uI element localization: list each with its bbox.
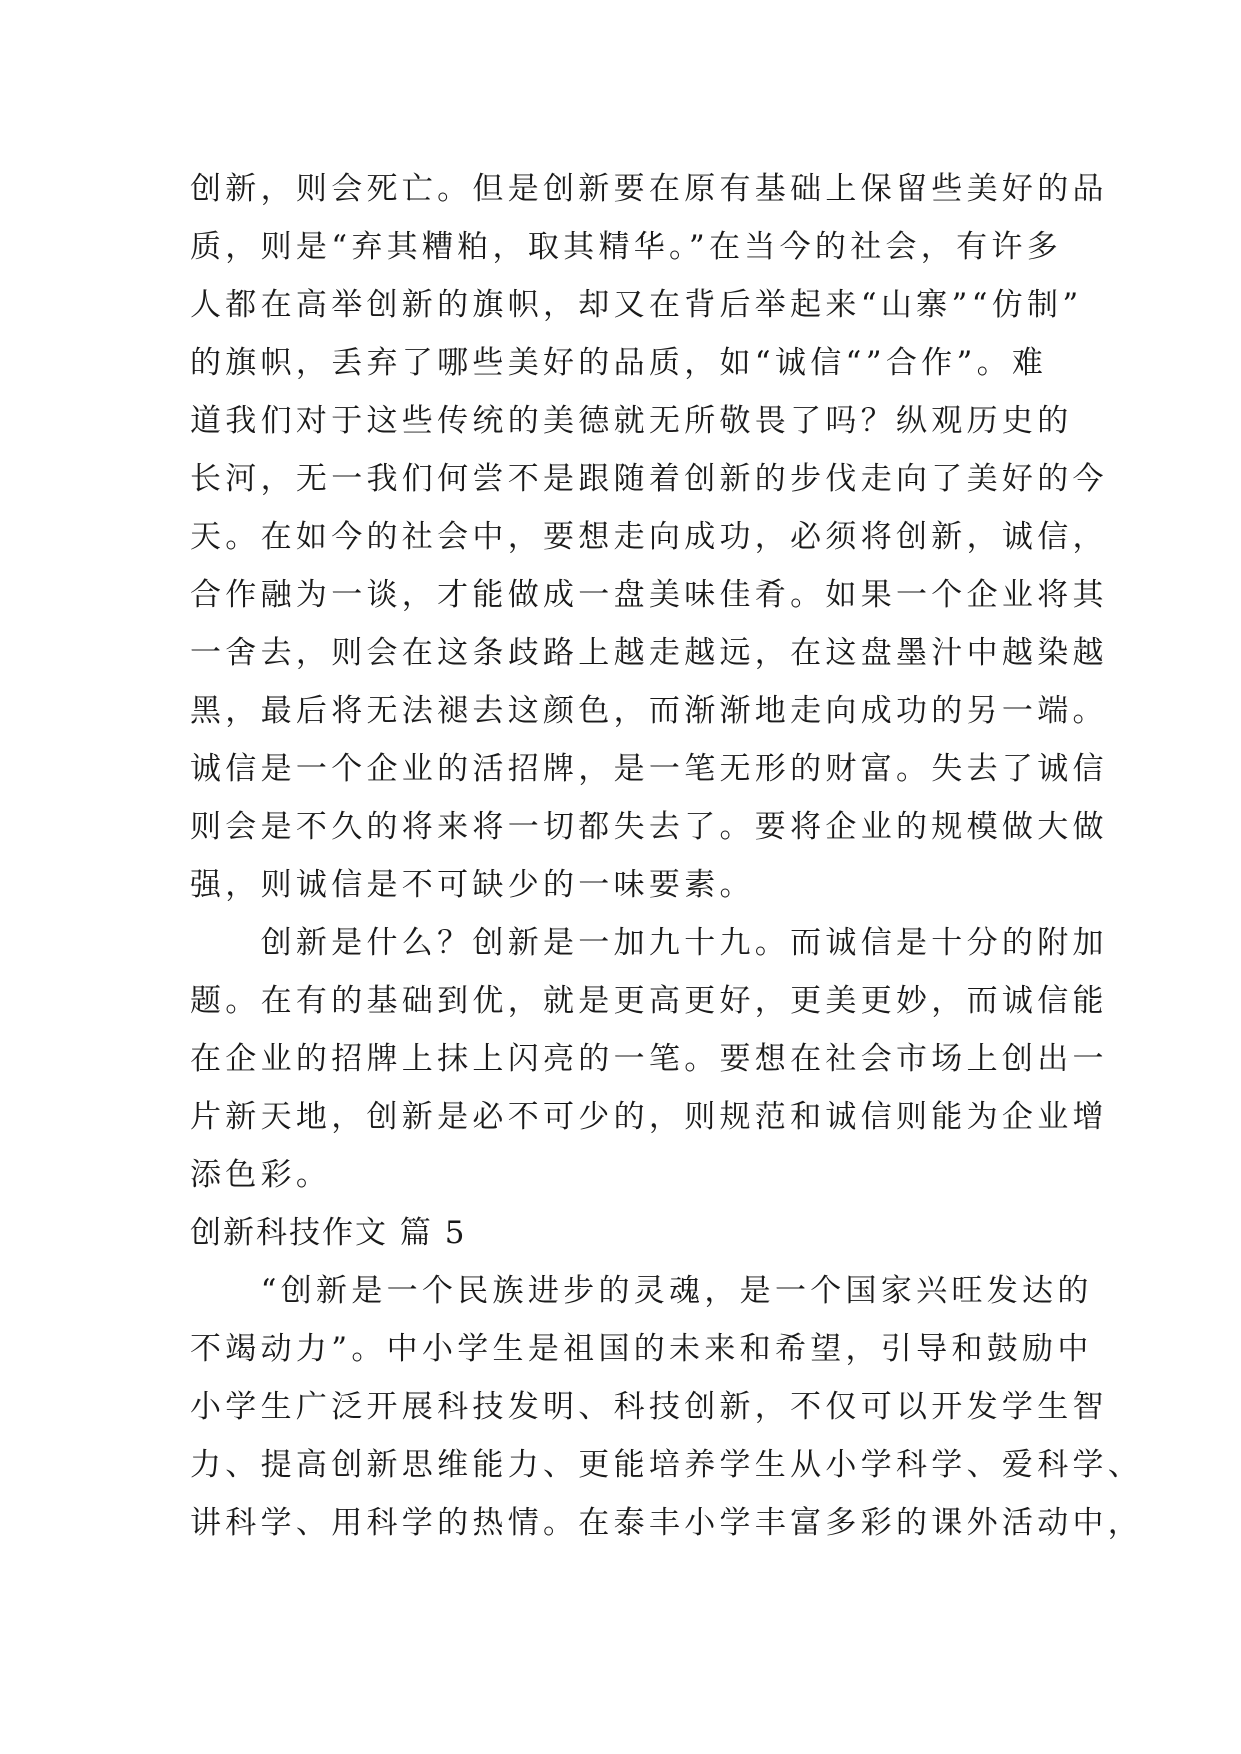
text-line: 小学生广泛开展科技发明、科技创新，不仅可以开发学生智 (190, 1389, 1108, 1425)
text-line: 则会是不久的将来将一切都失去了。要将企业的规模做大做 (190, 809, 1108, 845)
text-line: 一舍去，则会在这条歧路上越走越远，在这盘墨汁中越染越 (190, 635, 1108, 671)
text-line: 不竭动力”。中小学生是祖国的未来和希望，引导和鼓励中 (190, 1331, 1093, 1367)
text-line: 长河，无一我们何尝不是跟随着创新的步伐走向了美好的今 (190, 461, 1108, 497)
text-line: 的旗帜，丢弃了哪些美好的品质，如“诚信“”合作”。难 (190, 345, 1048, 381)
text-line: 质，则是“弃其糟粕，取其精华。”在当今的社会，有许多 (190, 229, 1062, 265)
text-line: 题。在有的基础到优，就是更高更好，更美更妙，而诚信能 (190, 983, 1108, 1019)
text-line: 天。在如今的社会中，要想走向成功，必须将创新，诚信， (190, 519, 1108, 555)
text-line: 添色彩。 (190, 1157, 332, 1193)
text-line: “创新是一个民族进步的灵魂，是一个国家兴旺发达的 (190, 1273, 1093, 1309)
text-line: 创新，则会死亡。但是创新要在原有基础上保留些美好的品 (190, 171, 1108, 207)
section-heading: 创新科技作文 篇 5 (190, 1215, 467, 1251)
text-line: 讲科学、用科学的热情。在泰丰小学丰富多彩的课外活动中， (190, 1505, 1144, 1541)
text-line: 诚信是一个企业的活招牌，是一笔无形的财富。失去了诚信 (190, 751, 1108, 787)
text-line: 黑，最后将无法褪去这颜色，而渐渐地走向成功的另一端。 (190, 693, 1108, 729)
text-line: 在企业的招牌上抹上闪亮的一笔。要想在社会市场上创出一 (190, 1041, 1108, 1077)
text-line: 片新天地，创新是必不可少的，则规范和诚信则能为企业增 (190, 1099, 1108, 1135)
text-line: 强，则诚信是不可缺少的一味要素。 (190, 867, 755, 903)
text-line: 合作融为一谈，才能做成一盘美味佳肴。如果一个企业将其 (190, 577, 1108, 613)
essay-body (190, 160, 1144, 1552)
text-line: 道我们对于这些传统的美德就无所敬畏了吗？纵观历史的 (190, 403, 1073, 439)
text-line: 人都在高举创新的旗帜，却又在背后举起来“山寨”“仿制” (190, 287, 1083, 323)
text-line: 创新是什么？创新是一加九十九。而诚信是十分的附加 (190, 925, 1108, 961)
text-line: 力、提高创新思维能力、更能培养学生从小学科学、爱科学、 (190, 1447, 1144, 1483)
